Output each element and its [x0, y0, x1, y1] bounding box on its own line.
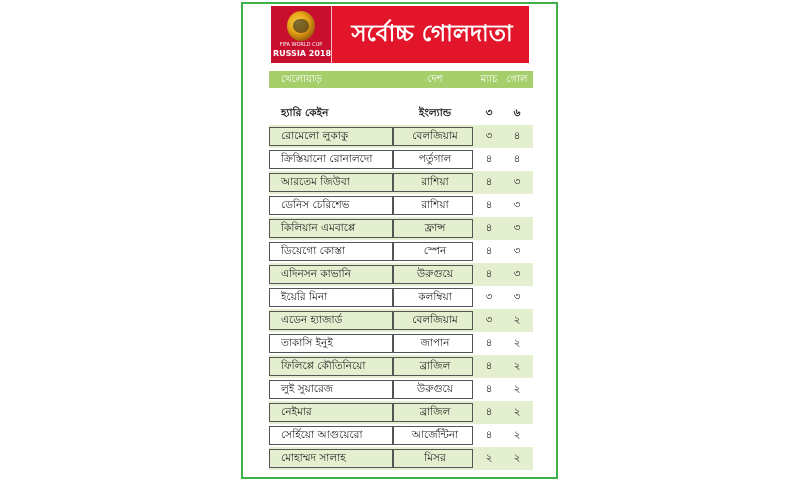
player-name: ইয়েরি মিনা: [281, 291, 328, 303]
table-header: [269, 71, 533, 88]
player-matches: ৪: [485, 337, 493, 349]
player-name: তাকাসি ইনুই: [281, 337, 333, 349]
player-goals: ২: [513, 452, 521, 464]
player-country: বেলজিয়াম: [412, 130, 458, 142]
player-matches: ৪: [485, 383, 493, 395]
player-goals: ৩: [513, 268, 521, 280]
player-matches: ২: [485, 452, 493, 464]
player-name: আরতেম জিউবা: [281, 176, 350, 188]
player-goals: ৩: [513, 245, 521, 257]
player-matches: ৪: [485, 199, 493, 211]
player-goals: ৩: [513, 176, 521, 188]
logo-small-text: FIFA WORLD CUP: [279, 42, 323, 48]
player-country: বেলজিয়াম: [412, 314, 458, 326]
table-row: [269, 240, 533, 263]
table-row: [269, 217, 533, 240]
table-row: [269, 171, 533, 194]
player-matches: ৪: [485, 222, 493, 234]
table-row: [269, 102, 533, 125]
player-matches: ৩: [485, 314, 493, 326]
player-matches: ৪: [485, 360, 493, 372]
column-country: দেশ: [427, 74, 443, 85]
player-name: ক্রিস্তিয়ানো রোনালদো: [281, 153, 373, 165]
player-goals: ২: [513, 406, 521, 418]
player-matches: ৩: [485, 107, 493, 119]
player-country: ফ্রান্স: [424, 222, 446, 234]
player-goals: ৩: [513, 291, 521, 303]
player-country: কলম্বিয়া: [418, 291, 452, 303]
table-row: [269, 194, 533, 217]
table-row: [269, 332, 533, 355]
table-row: [269, 286, 533, 309]
player-country: ব্রাজিল: [419, 360, 451, 372]
player-country: আর্জেন্টিনা: [411, 429, 459, 441]
table-row: [269, 401, 533, 424]
player-matches: ৪: [485, 245, 493, 257]
player-goals: ৪: [513, 153, 521, 165]
player-matches: ৪: [485, 176, 493, 188]
table-row: [269, 447, 533, 470]
player-goals: ২: [513, 337, 521, 349]
column-player: খেলোয়াড়: [281, 74, 322, 85]
player-name: হ্যারি কেইন: [281, 107, 329, 119]
player-country: মিসর: [424, 452, 446, 464]
player-name: ডিয়েগো কোস্তা: [281, 245, 345, 257]
column-goals: গোল: [506, 74, 528, 85]
player-name: মোহাম্মদ সালাহ: [281, 452, 346, 464]
player-name: নেইমার: [281, 406, 312, 418]
table-row: [269, 148, 533, 171]
player-country: জাপান: [420, 337, 450, 349]
player-goals: ৪: [513, 130, 521, 142]
player-matches: ৩: [485, 291, 493, 303]
player-goals: ২: [513, 429, 521, 441]
player-matches: ৩: [485, 130, 493, 142]
player-name: কিলিয়ান এমবাপ্পে: [281, 222, 356, 234]
table-row: [269, 125, 533, 148]
table-row: [269, 309, 533, 332]
player-country: উরুগুয়ে: [417, 383, 453, 395]
player-country: ইংল্যান্ড: [418, 107, 452, 119]
player-matches: ৪: [485, 268, 493, 280]
player-name: রোমেলো লুকাকু: [281, 130, 349, 142]
player-country: স্পেন: [423, 245, 447, 257]
player-goals: ২: [513, 314, 521, 326]
scorers-card: [241, 2, 558, 479]
player-country: পর্তুগাল: [418, 153, 452, 165]
player-country: রাশিয়া: [421, 199, 449, 211]
table-row: [269, 263, 533, 286]
player-matches: ৪: [485, 406, 493, 418]
player-country: রাশিয়া: [421, 176, 449, 188]
player-name: ফিলিপ্পে কৌতিনিয়ো: [281, 360, 366, 372]
player-matches: ৪: [485, 153, 493, 165]
trophy-icon: [287, 11, 315, 41]
table-row: [269, 424, 533, 447]
player-name: এদিনসন কাভানি: [281, 268, 351, 280]
column-matches: ম্যাচ: [480, 74, 498, 85]
player-goals: ৬: [513, 107, 521, 119]
title-banner: [271, 6, 529, 63]
player-matches: ৪: [485, 429, 493, 441]
player-name: এডেন হ্যাজার্ড: [281, 314, 343, 326]
table-row: [269, 355, 533, 378]
logo-main-text: RUSSIA 2018: [273, 49, 332, 58]
player-goals: ৩: [513, 199, 521, 211]
player-goals: ৩: [513, 222, 521, 234]
player-goals: ২: [513, 360, 521, 372]
scorers-table: [269, 102, 533, 470]
player-name: লুই সুয়ারেজ: [281, 383, 334, 395]
player-country: উরুগুয়ে: [417, 268, 453, 280]
player-country: ব্রাজিল: [419, 406, 451, 418]
player-name: ডেনিস চেরিশেভ: [281, 199, 350, 211]
player-goals: ২: [513, 383, 521, 395]
player-name: সের্হিয়ো আগুয়েরো: [281, 429, 363, 441]
world-cup-logo: [271, 6, 332, 63]
table-row: [269, 378, 533, 401]
page-title: সর্বোচ্চ গোলদাতা: [351, 21, 513, 47]
